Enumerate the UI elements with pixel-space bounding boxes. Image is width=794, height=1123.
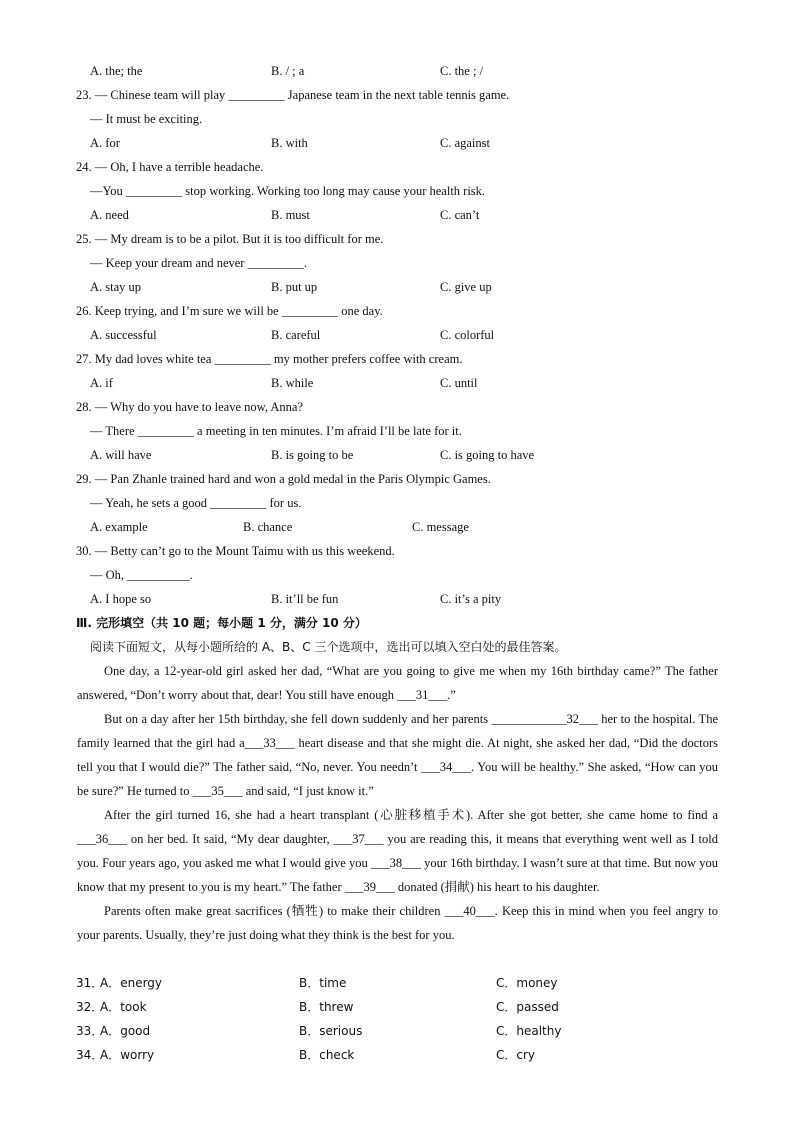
q27-option-a: A. if <box>90 376 113 390</box>
q23-stem: 23. — Chinese team will play _________ Japanese team in the next table tennis game. <box>76 88 510 102</box>
q28-option-c: C. is going to have <box>440 448 535 462</box>
q30-reply: — Oh, __________. <box>90 568 193 582</box>
q23-option-a: A. for <box>90 136 120 150</box>
passage-paragraph: Parents often make great sacrifices (牺牲) to make their children ___40___. Keep this in mind when you feel angry to your parents. Usually, they’re just doing what they think is the best for you. <box>77 904 718 942</box>
q25-option-c: C. give up <box>440 280 492 294</box>
q33-option-c: C．healthy <box>496 1024 562 1038</box>
q34-option-a: A．worry <box>100 1048 155 1062</box>
q27-option-c: C. until <box>440 376 478 390</box>
q33-option-b: B．serious <box>299 1024 363 1038</box>
q32-option-b: B．threw <box>299 1000 354 1014</box>
q25-option-b: B. put up <box>271 280 318 294</box>
q23-reply: — It must be exciting. <box>90 112 203 126</box>
q32-option-a: A．took <box>100 1000 147 1014</box>
passage-paragraph: After the girl turned 16, she had a heart transplant (心脏移植手术). After she got better, she came home to find a ___36___ on her bed. It said, “My dear daughter, ___37___ you are reading this, it means that everything went well as I told you. Four years ago, you asked me what I would give you ___38___ your 16th birthday. I wasn’t sure at that time. But now you know that my present to you is my heart.” The father ___39___ donated (捐献) his heart to his daughter. <box>77 808 718 894</box>
q28-reply: — There _________ a meeting in ten minutes. I’m afraid I’ll be late for it. <box>90 424 462 438</box>
q30-option-a: A. I hope so <box>90 592 152 606</box>
q23-option-c: C. against <box>440 136 490 150</box>
q28-stem: 28. — Why do you have to leave now, Anna? <box>76 400 304 414</box>
q22-option-b: B. / ; a <box>271 64 305 78</box>
q34-number: 34． <box>76 1048 104 1062</box>
passage-paragraph: One day, a 12-year-old girl asked her dad, “What are you going to give me when my 16th birthday came?” The father answered, “Don’t worry about that, dear! You still have enough ___31___.” <box>77 664 718 702</box>
q24-reply: —You _________ stop working. Working too long may cause your health risk. <box>90 184 486 198</box>
q31-option-a: A．energy <box>100 976 163 990</box>
q25-stem: 25. — My dream is to be a pilot. But it is too difficult for me. <box>76 232 384 246</box>
passage-paragraph: But on a day after her 15th birthday, she fell down suddenly and her parents ____________32___ her to the hospital. The family learned that the girl had a___33___ heart disease and that she might die. At night, she asked her dad, “Did the doctors tell you that I would die?” The father said, “No, never. You needn’t ___34___. You will be healthy.” She asked, “How can you be sure?” He turned to ___35___ and said, “I just know it.” <box>77 712 718 798</box>
q32-number: 32． <box>76 1000 104 1014</box>
q22-option-c: C. the ; / <box>440 64 484 78</box>
q25-reply: — Keep your dream and never _________. <box>90 256 307 270</box>
q29-option-c: C. message <box>412 520 469 534</box>
q33-option-a: A．good <box>100 1024 151 1038</box>
section-instruction: 阅读下面短文，从每小题所给的 A、B、C 三个选项中，选出可以填入空白处的最佳答案。 <box>90 640 567 654</box>
q24-option-b: B. must <box>271 208 310 222</box>
q27-stem: 27. My dad loves white tea _________ my mother prefers coffee with cream. <box>76 352 463 366</box>
q29-option-a: A. example <box>90 520 148 534</box>
q33-number: 33． <box>76 1024 104 1038</box>
q34-option-b: B．check <box>299 1048 355 1062</box>
q30-stem: 30. — Betty can’t go to the Mount Taimu with us this weekend. <box>76 544 395 558</box>
q25-option-a: A. stay up <box>90 280 142 294</box>
q29-reply: — Yeah, he sets a good _________ for us. <box>90 496 302 510</box>
q32-option-c: C．passed <box>496 1000 559 1014</box>
q29-stem: 29. — Pan Zhanle trained hard and won a gold medal in the Paris Olympic Games. <box>76 472 491 486</box>
q28-option-b: B. is going to be <box>271 448 354 462</box>
q26-stem: 26. Keep trying, and I’m sure we will be _________ one day. <box>76 304 383 318</box>
q24-option-c: C. can’t <box>440 208 480 222</box>
q26-option-b: B. careful <box>271 328 321 342</box>
q24-option-a: A. need <box>90 208 129 222</box>
q24-stem: 24. — Oh, I have a terrible headache. <box>76 160 264 174</box>
section-heading: Ⅲ. 完形填空（共 10 题；每小题 1 分，满分 10 分） <box>76 616 367 630</box>
q27-option-b: B. while <box>271 376 314 390</box>
q23-option-b: B. with <box>271 136 308 150</box>
q26-option-a: A. successful <box>90 328 157 342</box>
q31-number: 31． <box>76 976 104 990</box>
q30-option-b: B. it’ll be fun <box>271 592 339 606</box>
q31-option-b: B．time <box>299 976 347 990</box>
q29-option-b: B. chance <box>243 520 293 534</box>
cloze-passage <box>77 659 718 947</box>
q28-option-a: A. will have <box>90 448 152 462</box>
q31-option-c: C．money <box>496 976 558 990</box>
q26-option-c: C. colorful <box>440 328 495 342</box>
q30-option-c: C. it’s a pity <box>440 592 502 606</box>
q34-option-c: C．cry <box>496 1048 536 1062</box>
q22-option-a: A. the; the <box>90 64 143 78</box>
